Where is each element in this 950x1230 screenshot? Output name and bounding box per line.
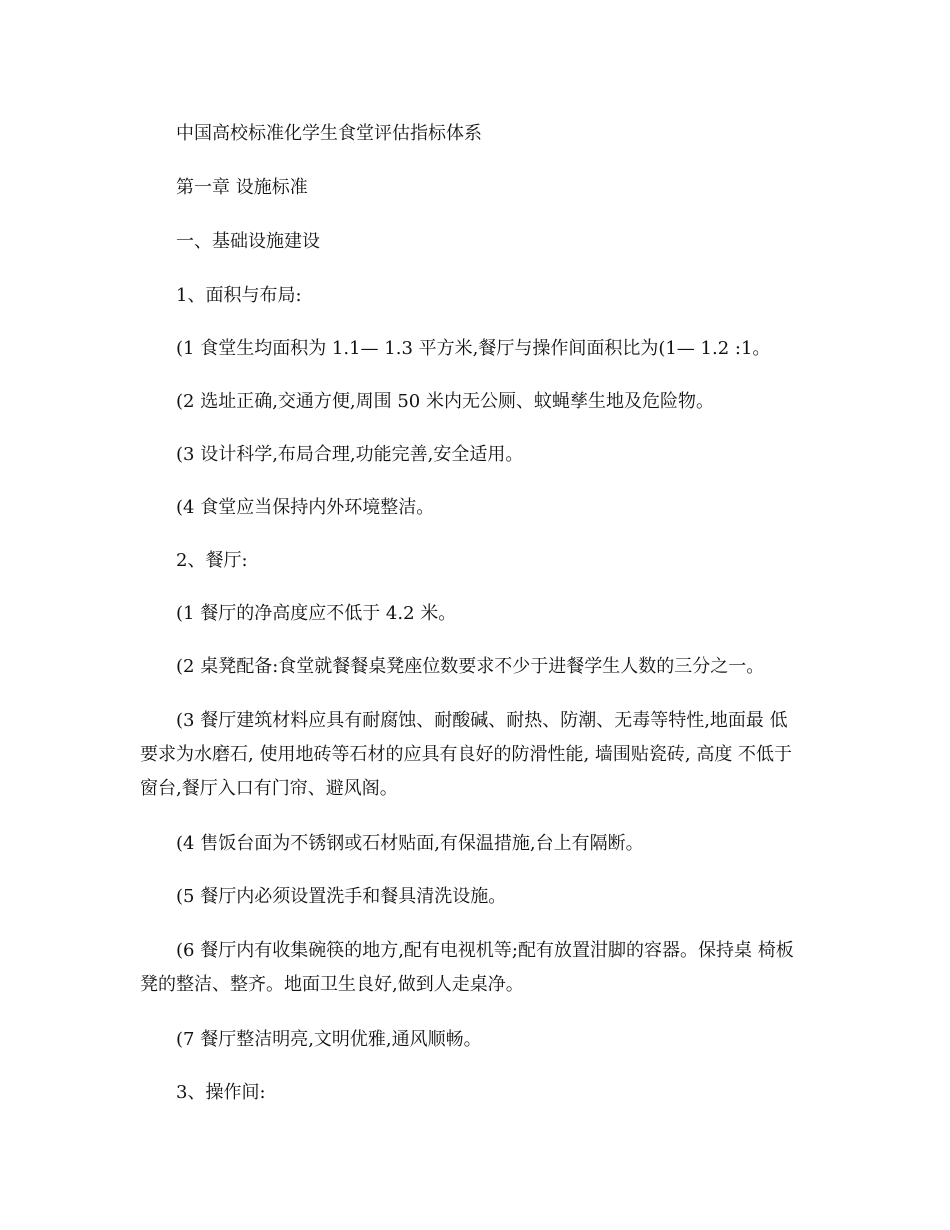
paragraph-line: 要求为水磨石, 使用地砖等石材的应具有良好的防滑性能, 墙围贴瓷砖, 高度 不低于: [140, 744, 793, 765]
list-item: (1 食堂生均面积为 1.1— 1.3 平方米,餐厅与操作间面积比为(1— 1.2 :1。: [176, 338, 771, 359]
chapter-heading: 第一章 设施标准: [176, 177, 308, 198]
paragraph-line: (3 餐厅建筑材料应具有耐腐蚀、耐酸碱、耐热、防潮、无毒等特性,地面最 低: [176, 710, 788, 731]
list-item: (7 餐厅整洁明亮,文明优雅,通风顺畅。: [176, 1029, 482, 1050]
paragraph-item-6: [140, 934, 812, 1002]
subsection-heading: 2、餐厅:: [176, 550, 248, 571]
paragraph-item-3: [140, 704, 812, 806]
paragraph-line: 窗台,餐厅入口有门帘、避风阁。: [140, 778, 398, 799]
list-item: (2 选址正确,交通方便,周围 50 米内无公厕、蚊蝇孳生地及危险物。: [176, 391, 714, 412]
list-item: (5 餐厅内必须设置洗手和餐具清洗设施。: [176, 886, 507, 907]
document-title: 中国高校标准化学生食堂评估指标体系: [176, 123, 482, 144]
paragraph-line: (6 餐厅内有收集碗筷的地方,配有电视机等;配有放置泔脚的容器。保持桌 椅板: [176, 940, 794, 961]
list-item: (3 设计科学,布局合理,功能完善,安全适用。: [176, 444, 524, 465]
list-item: (2 桌凳配备:食堂就餐餐桌凳座位数要求不少于进餐学生人数的三分之一。: [176, 656, 765, 677]
list-item: (4 食堂应当保持内外环境整洁。: [176, 497, 435, 518]
paragraph-line: 凳的整洁、整齐。地面卫生良好,做到人走桌净。: [140, 974, 524, 995]
list-item: (4 售饭台面为不锈钢或石材贴面,有保温措施,台上有隔断。: [176, 833, 644, 854]
section-heading: 一、基础设施建设: [176, 231, 320, 252]
subsection-heading: 1、面积与布局:: [176, 285, 302, 306]
list-item: (1 餐厅的净高度应不低于 4.2 米。: [176, 603, 457, 624]
subsection-heading: 3、操作间:: [176, 1082, 266, 1103]
